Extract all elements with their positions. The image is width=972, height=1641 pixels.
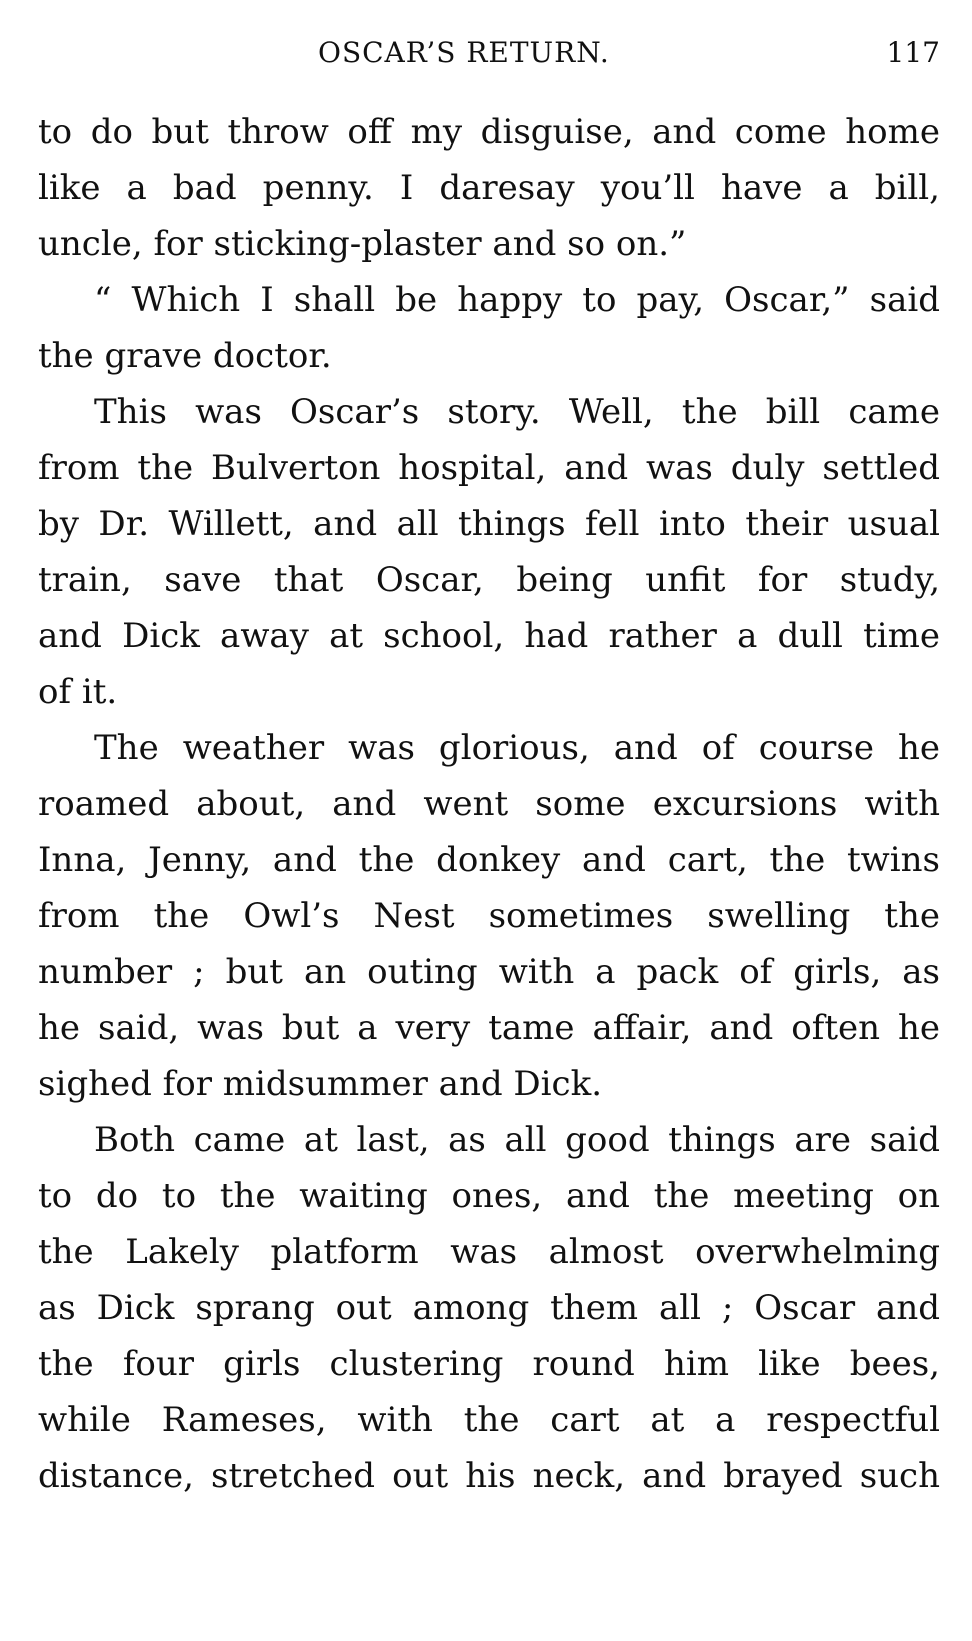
text-line: to do to the waiting ones, and the meeting on — [38, 1176, 940, 1216]
text-line: train, save that Oscar, being unfit for study, — [38, 560, 940, 600]
text-line: sighed for midsummer and Dick. — [38, 1064, 603, 1104]
text-line: This was Oscar’s story. Well, the bill came — [94, 392, 940, 432]
page-number: 117 — [886, 36, 940, 69]
text-line: roamed about, and went some excursions with — [38, 784, 940, 824]
text-line: while Rameses, with the cart at a respectful — [38, 1400, 940, 1440]
text-line: to do but throw off my disguise, and come home — [38, 112, 940, 152]
text-line: from the Owl’s Nest sometimes swelling the — [38, 896, 940, 936]
body-text — [38, 104, 940, 1504]
text-line: the grave doctor. — [38, 336, 332, 376]
text-line: of it. — [38, 672, 118, 712]
text-line: by Dr. Willett, and all things fell into their usual — [38, 504, 940, 544]
text-line: he said, was but a very tame affair, and often he — [38, 1008, 940, 1048]
text-line: uncle, for sticking-plaster and so on.” — [38, 224, 687, 264]
text-line: Both came at last, as all good things are said — [94, 1120, 940, 1160]
running-head — [38, 28, 940, 78]
text-line: from the Bulverton hospital, and was duly settled — [38, 448, 940, 488]
text-line: Inna, Jenny, and the donkey and cart, the twins — [38, 840, 940, 880]
text-line: and Dick away at school, had rather a dull time — [38, 616, 940, 656]
text-line: the Lakely platform was almost overwhelming — [38, 1232, 940, 1272]
text-line: The weather was glorious, and of course he — [94, 728, 940, 768]
text-line: distance, stretched out his neck, and brayed such — [38, 1456, 940, 1496]
chapter-title: OSCAR’S RETURN. — [318, 36, 610, 69]
text-line: the four girls clustering round him like bees, — [38, 1344, 940, 1384]
text-line: like a bad penny. I daresay you’ll have a bill, — [38, 168, 940, 208]
text-line: as Dick sprang out among them all ; Oscar and — [38, 1288, 940, 1328]
text-line: “ Which I shall be happy to pay, Oscar,” said — [94, 280, 940, 320]
text-line: number ; but an outing with a pack of girls, as — [38, 952, 940, 992]
